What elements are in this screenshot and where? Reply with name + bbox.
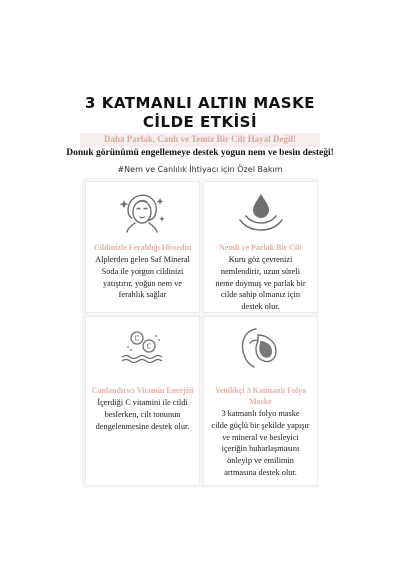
face-sparkle-icon — [86, 188, 199, 244]
card-body: 3 katmanlı folyo maske cilde güçlü bir şekilde yapışır ve mineral ve besleyici içeriğin buharlaşmasını önleyip ve emilimin artmasına destek olur. — [211, 409, 310, 477]
card-title: Canlandırıcı Vitamin Enerjisi — [91, 386, 194, 395]
page-title-line2: CİLDE ETKİSİ — [142, 113, 258, 131]
card-title: Yenilikçi 3 Katmanlı Folyo Maske — [214, 386, 307, 406]
card-title: Nemli ve Parlak Bir Cilt — [219, 243, 302, 252]
description: Donuk görünümü engellemeye destek yogun nem ve besin desteği! — [66, 148, 334, 158]
under-eye-patch-icon — [204, 325, 317, 381]
card-title: Cildinizle Ferahlığı Hissedin — [93, 243, 192, 252]
benefit-card-foil-mask — [203, 316, 318, 486]
benefit-card-moisture — [203, 181, 318, 313]
page-title-line1: 3 KATMANLI ALTIN MASKE — [85, 94, 315, 112]
svg-text:C: C — [134, 334, 139, 343]
vitamin-c-icon — [86, 325, 199, 381]
card-body: İçerdiği C vitamini ile cildi beslerken, cilt tonunun dengelenmesine destek olur. — [95, 398, 190, 431]
benefit-card-refreshing — [85, 181, 200, 313]
hashtag: #Nem ve Canlılık İhtiyacı için Özel Bakım — [117, 165, 283, 174]
subtitle: Daha Parlak, Canlı ve Temiz Bir Cilt Hayal Değil! — [103, 134, 297, 144]
benefit-card-vitamin — [85, 316, 200, 486]
water-drop-icon — [204, 190, 317, 246]
card-body: Alplerden gelen Saf Mineral Soda ile yorgun cildinizi yatıştırır, yoğun nem ve ferahlık sağlar — [95, 255, 190, 300]
svg-text:C: C — [146, 342, 151, 351]
card-body: Kuru göz çevrenizi nemlendirir, uzun süreli neme doymuş ve parlak bir cilde sahip olmanız için destek olur. — [215, 255, 306, 312]
